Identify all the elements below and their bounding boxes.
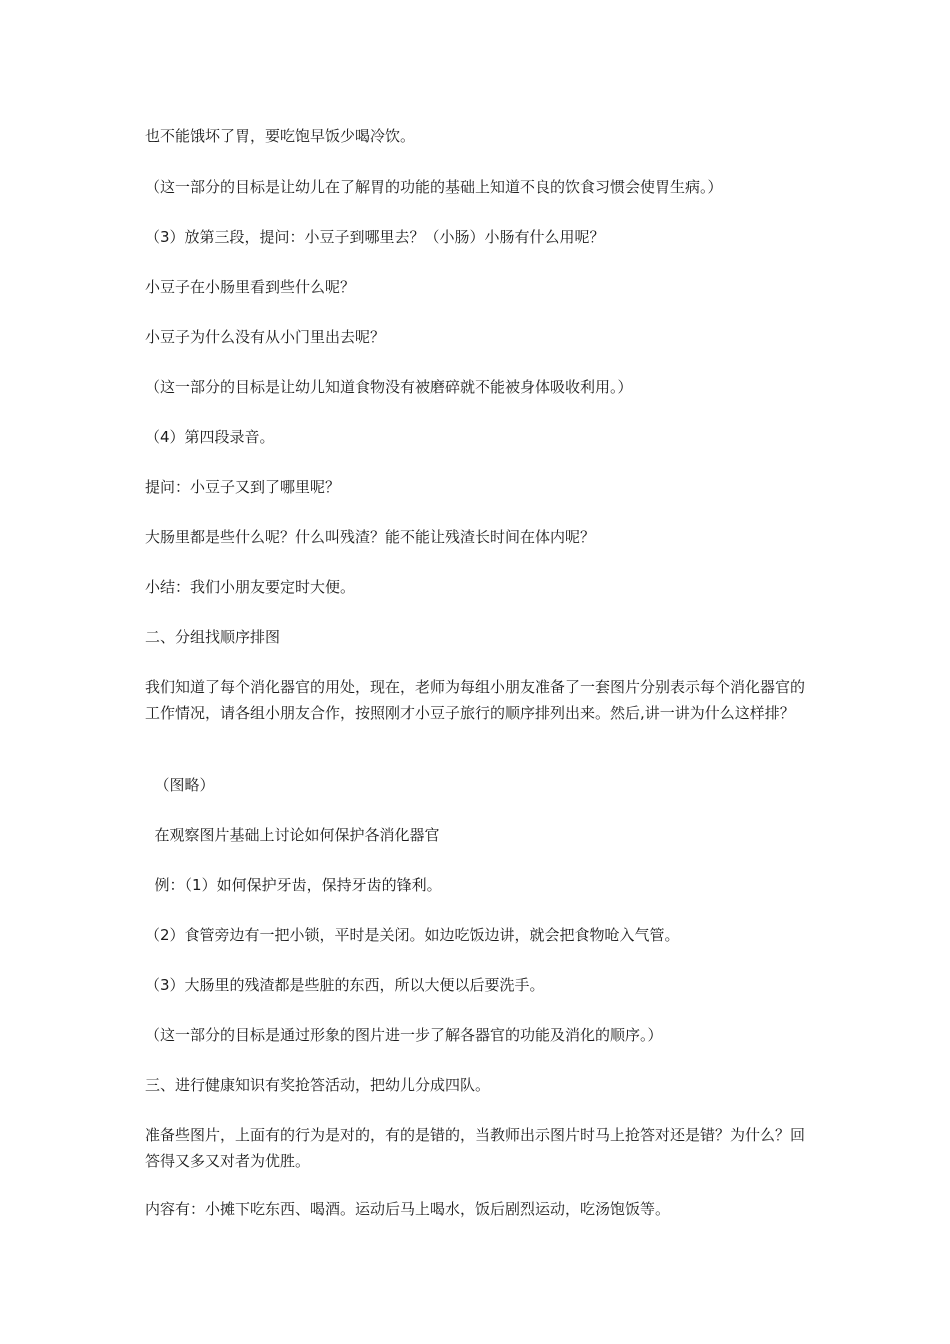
- paragraph-7: （4）第四段录音。: [145, 428, 275, 446]
- paragraph-14: 在观察图片基础上讨论如何保护各消化器官: [145, 826, 440, 844]
- paragraph-3: （3）放第三段，提问：小豆子到哪里去？（小肠）小肠有什么用呢？: [145, 228, 605, 246]
- paragraph-4: 小豆子在小肠里看到些什么呢？: [145, 278, 356, 296]
- paragraph-10: 小结：我们小朋友要定时大便。: [145, 578, 356, 596]
- section-heading-2: 二、分组找顺序排图: [145, 628, 281, 646]
- paragraph-8: 提问：小豆子又到了哪里呢？: [145, 478, 341, 496]
- paragraph-18: （这一部分的目标是通过形象的图片进一步了解各器官的功能及消化的顺序。）: [145, 1026, 663, 1044]
- paragraph-5: 小豆子为什么没有从小门里出去呢？: [145, 328, 386, 346]
- paragraph-2: （这一部分的目标是让幼儿在了解胃的功能的基础上知道不良的饮食习惯会使胃生病。）: [145, 178, 723, 196]
- section-heading-3: 三、进行健康知识有奖抢答活动，把幼儿分成四队。: [145, 1076, 491, 1094]
- paragraph-12: 我们知道了每个消化器官的用处，现在，老师为每组小朋友准备了一套图片分别表示每个消化器官的工作情况，请各组小朋友合作，按照刚才小豆子旅行的顺序排列出来。然后,讲一讲为什么这样排？: [145, 678, 806, 722]
- paragraph-6: （这一部分的目标是让幼儿知道食物没有被磨碎就不能被身体吸收利用。）: [145, 378, 633, 396]
- paragraph-17: （3）大肠里的残渣都是些脏的东西，所以大便以后要洗手。: [145, 976, 545, 994]
- paragraph-21: 内容有：小摊下吃东西、喝酒。运动后马上喝水，饭后剧烈运动，吃汤饱饭等。: [145, 1200, 671, 1218]
- paragraph-figure-note: （图略）: [145, 776, 215, 794]
- paragraph-15: 例：（1）如何保护牙齿，保持牙齿的锋利。: [145, 876, 442, 894]
- paragraph-20: 准备些图片，上面有的行为是对的，有的是错的，当教师出示图片时马上抢答对还是错？为什么？回答得又多又对者为优胜。: [145, 1126, 806, 1170]
- paragraph-1: 也不能饿坏了胃，要吃饱早饭少喝冷饮。: [145, 127, 416, 145]
- paragraph-9: 大肠里都是些什么呢？什么叫残渣？能不能让残渣长时间在体内呢？: [145, 528, 596, 546]
- paragraph-16: （2）食管旁边有一把小锁，平时是关闭。如边吃饭边讲，就会把食物呛入气管。: [145, 926, 680, 944]
